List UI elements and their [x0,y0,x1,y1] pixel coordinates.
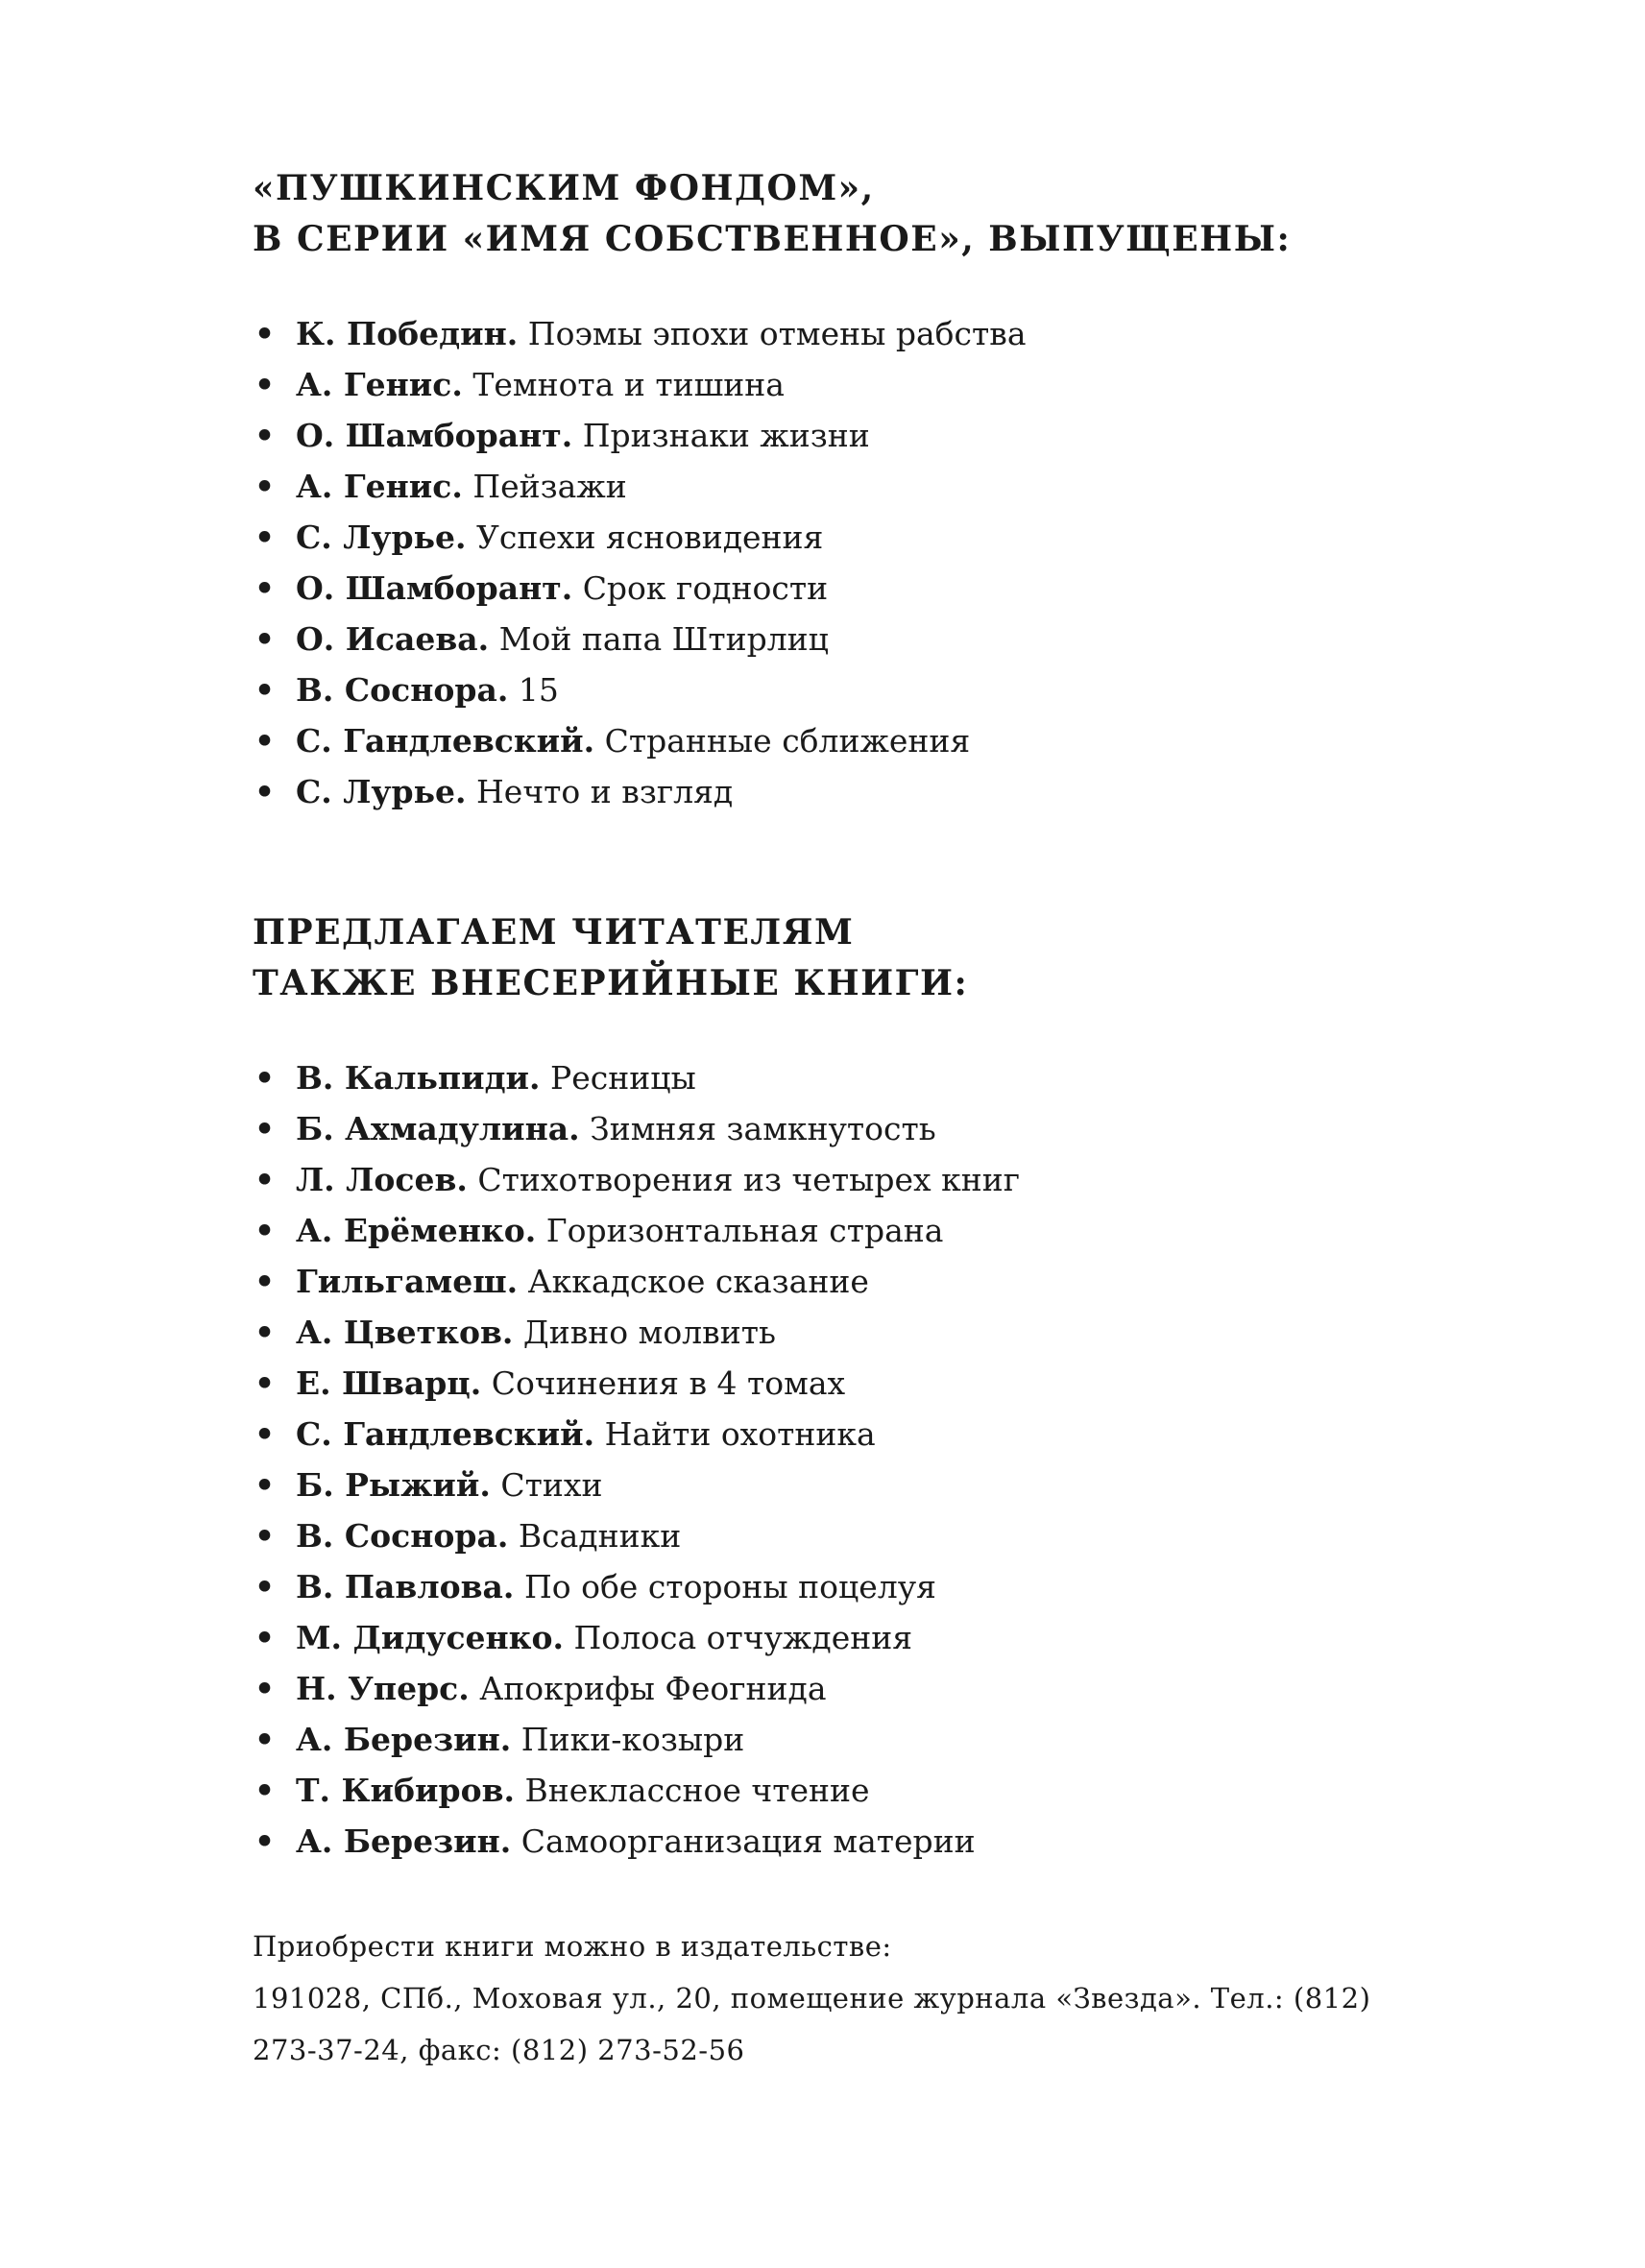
bullet: • [254,1161,276,1198]
book-author: В. Соснора. [296,1517,509,1555]
book-author: Е. Шварц. [296,1364,482,1402]
book-item [253,1052,1501,1103]
book-item [253,1103,1501,1154]
bullet: • [254,417,276,454]
bullet: • [254,1314,276,1351]
bullet: • [254,1212,276,1249]
bullet: • [254,1059,276,1097]
book-author: Т. Кибиров. [296,1772,516,1809]
book-title: Апокрифы Феогнида [479,1670,827,1707]
bullet: • [254,468,276,505]
bullet: • [254,1415,276,1453]
book-author: А. Генис. [296,366,463,403]
book-item [253,766,1501,817]
book-author: С. Лурье. [296,519,467,556]
bullet: • [254,1517,276,1555]
book-title: Ресницы [550,1059,696,1097]
heading-line: ПРЕДЛАГАЕМ ЧИТАТЕЛЯМ [253,912,855,953]
purchase-phone-line: 273-37-24, факс: (812) 273-52-56 [253,2034,745,2066]
book-author: А. Березин. [296,1721,512,1758]
book-title: Признаки жизни [582,417,870,454]
bullet: • [254,722,276,760]
book-title: Поэмы эпохи отмены рабства [527,315,1027,352]
book-title: Темнота и тишина [472,366,785,403]
book-author: А. Цветков. [296,1314,514,1351]
book-item [253,461,1501,512]
book-item [253,1765,1501,1816]
book-item [253,1154,1501,1205]
book-item [253,1714,1501,1765]
book-author: О. Шамборант. [296,569,573,607]
book-title: Сочинения в 4 томах [491,1364,846,1402]
book-item [253,1358,1501,1409]
bullet: • [254,1670,276,1707]
book-item [253,1256,1501,1307]
book-title: Нечто и взгляд [476,773,734,810]
book-item [253,1409,1501,1460]
book-title: Срок годности [582,569,829,607]
bullet: • [254,366,276,403]
book-author: С. Гандлевский. [296,1415,595,1453]
book-item [253,1205,1501,1256]
book-title: Пейзажи [472,468,627,505]
bullet: • [254,569,276,607]
book-title: Самоорганизация материи [520,1822,976,1860]
book-author: К. Победин. [296,315,519,352]
bullet: • [254,1263,276,1300]
book-title: Полоса отчуждения [573,1619,913,1656]
book-item [253,359,1501,410]
section-heading-other-books [253,907,1501,1009]
book-item [253,664,1501,715]
book-item [253,1307,1501,1358]
other-book-list [253,1052,1501,1867]
book-title: Пики-козыри [520,1721,745,1758]
book-item [253,715,1501,766]
book-author: Б. Рыжий. [296,1466,491,1504]
book-author: Гильгамеш. [296,1263,519,1300]
bullet: • [254,620,276,658]
book-item [253,410,1501,461]
book-item [253,1816,1501,1867]
book-title: 15 [518,671,559,709]
bullet: • [254,1568,276,1605]
bullet: • [254,773,276,810]
book-author: А. Генис. [296,468,463,505]
book-item [253,308,1501,359]
book-author: С. Лурье. [296,773,467,810]
purchase-info [253,1920,1501,2076]
book-title: По обе стороны поцелуя [523,1568,936,1605]
book-title: Зимняя замкнутость [590,1110,936,1147]
section-heading-series [253,163,1501,265]
book-title: Горизонтальная страна [545,1212,944,1249]
book-title: Стихотворения из четырех книг [477,1161,1021,1198]
book-author: О. Исаева. [296,620,490,658]
bullet: • [254,1364,276,1402]
book-title: Успехи ясновидения [476,519,824,556]
bullet: • [254,1772,276,1809]
bullet: • [254,1822,276,1860]
book-title: Внеклассное чтение [524,1772,870,1809]
book-author: В. Кальпиди. [296,1059,541,1097]
book-author: А. Ерёменко. [296,1212,537,1249]
book-author: А. Березин. [296,1822,512,1860]
book-title: Всадники [518,1517,682,1555]
purchase-address-line: 191028, СПб., Моховая ул., 20, помещение журнала «Звезда». Тел.: (812) [253,1982,1371,2015]
book-author: Л. Лосев. [296,1161,468,1198]
book-title: Дивно молвить [522,1314,776,1351]
book-title: Стихи [500,1466,603,1504]
book-item [253,1510,1501,1561]
heading-line: В СЕРИИ «ИМЯ СОБСТВЕННОЕ», ВЫПУЩЕНЫ: [253,219,1292,259]
book-item [253,1460,1501,1510]
bullet: • [254,315,276,352]
book-item [253,1663,1501,1714]
book-author: Н. Уперс. [296,1670,470,1707]
book-author: В. Павлова. [296,1568,515,1605]
book-item [253,614,1501,664]
book-title: Странные сближения [604,722,971,760]
purchase-info-line: Приобрести книги можно в издательстве: [253,1930,892,1963]
book-title: Мой папа Штирлиц [498,620,829,658]
bullet: • [254,1466,276,1504]
book-item [253,1561,1501,1612]
page [253,163,1501,2076]
book-author: Б. Ахмадулина. [296,1110,580,1147]
book-item [253,563,1501,614]
heading-line: ТАКЖЕ ВНЕСЕРИЙНЫЕ КНИГИ: [253,963,969,1003]
bullet: • [254,1619,276,1656]
series-book-list [253,308,1501,817]
book-title: Найти охотника [604,1415,876,1453]
book-author: В. Соснора. [296,671,509,709]
bullet: • [254,1110,276,1147]
bullet: • [254,1721,276,1758]
book-title: Аккадское сказание [527,1263,869,1300]
book-author: С. Гандлевский. [296,722,595,760]
book-author: М. Дидусенко. [296,1619,565,1656]
bullet: • [254,519,276,556]
book-item [253,512,1501,563]
book-item [253,1612,1501,1663]
heading-line: «ПУШКИНСКИМ ФОНДОМ», [253,168,875,208]
bullet: • [254,671,276,709]
book-author: О. Шамборант. [296,417,573,454]
